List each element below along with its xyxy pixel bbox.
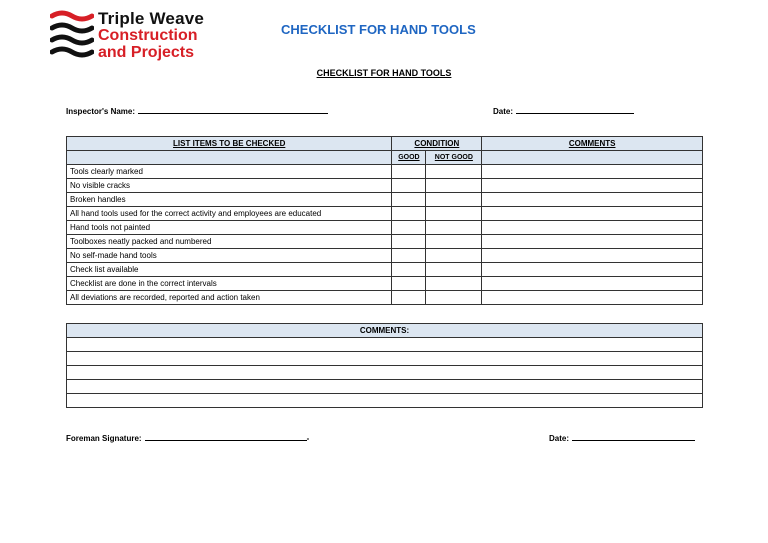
comment-row[interactable] [67,338,703,352]
table-header-row [67,137,703,151]
checklist-row [67,179,703,193]
foreman-signature-line[interactable] [145,432,307,441]
comment-row[interactable] [67,380,703,394]
checklist-row [67,263,703,277]
col-header-condition: CONDITION [392,137,482,151]
weave-logo-icon [50,10,94,62]
date-line-2[interactable] [572,432,695,441]
company-logo [50,10,220,62]
not-good-checkbox-cell[interactable] [426,277,482,291]
item-comment-cell[interactable] [482,179,703,193]
not-good-checkbox-cell[interactable] [426,207,482,221]
item-comment-cell[interactable] [482,277,703,291]
good-checkbox-cell[interactable] [392,263,426,277]
not-good-checkbox-cell[interactable] [426,249,482,263]
comment-cell[interactable] [67,394,703,408]
item-comment-cell[interactable] [482,207,703,221]
inspector-name-label: Inspector's Name: [66,107,136,116]
not-good-checkbox-cell[interactable] [426,221,482,235]
table-subheader-row [67,151,703,165]
checklist-item-label: Tools clearly marked [67,165,392,179]
good-checkbox-cell[interactable] [392,165,426,179]
checklist-row [67,249,703,263]
item-comment-cell[interactable] [482,165,703,179]
logo-line-1: Triple Weave [98,9,205,28]
item-comment-cell[interactable] [482,249,703,263]
checklist-row [67,207,703,221]
comment-cell[interactable] [67,366,703,380]
col-header-items: LIST ITEMS TO BE CHECKED [67,137,392,151]
good-checkbox-cell[interactable] [392,179,426,193]
good-checkbox-cell[interactable] [392,193,426,207]
not-good-checkbox-cell[interactable] [426,179,482,193]
checklist-row [67,193,703,207]
inspector-name-field[interactable] [66,105,328,116]
not-good-checkbox-cell[interactable] [426,165,482,179]
checklist-table [66,136,703,305]
subheader-empty [67,151,392,165]
foreman-signature-field[interactable] [66,432,309,443]
date-field[interactable] [493,105,634,116]
checklist-item-label: No self-made hand tools [67,249,392,263]
item-comment-cell[interactable] [482,291,703,305]
item-comment-cell[interactable] [482,235,703,249]
checklist-item-label: Check list available [67,263,392,277]
header-title: CHECKLIST FOR HAND TOOLS [281,22,476,37]
comment-row[interactable] [67,352,703,366]
checklist-rows [67,165,703,305]
date-line[interactable] [516,105,634,114]
comment-cell[interactable] [67,380,703,394]
col-header-comments: COMMENTS [482,137,703,151]
good-checkbox-cell[interactable] [392,249,426,263]
checklist-item-label: No visible cracks [67,179,392,193]
item-comment-cell[interactable] [482,193,703,207]
checklist-row [67,165,703,179]
not-good-checkbox-cell[interactable] [426,193,482,207]
good-checkbox-cell[interactable] [392,221,426,235]
subheader-good: GOOD [392,151,426,165]
date-field-2[interactable] [549,432,695,443]
comment-row[interactable] [67,366,703,380]
checklist-item-label: All hand tools used for the correct activity and employees are educated [67,207,392,221]
comment-cell[interactable] [67,352,703,366]
date-label-2: Date: [549,434,570,443]
logo-line-3: and Projects [98,44,195,61]
date-label: Date: [493,107,514,116]
good-checkbox-cell[interactable] [392,207,426,221]
subheader-not-good: NOT GOOD [426,151,482,165]
checklist-row [67,235,703,249]
checklist-item-label: Broken handles [67,193,392,207]
checklist-row [67,277,703,291]
not-good-checkbox-cell[interactable] [426,291,482,305]
good-checkbox-cell[interactable] [392,277,426,291]
checklist-row [67,291,703,305]
comment-row[interactable] [67,394,703,408]
logo-text [98,10,204,61]
subheader-empty-comments [482,151,703,165]
checklist-item-label: Hand tools not painted [67,221,392,235]
inspector-name-line[interactable] [138,105,328,114]
item-comment-cell[interactable] [482,221,703,235]
document-title: CHECKLIST FOR HAND TOOLS [316,68,452,78]
foreman-signature-label: Foreman Signature: [66,434,142,443]
good-checkbox-cell[interactable] [392,291,426,305]
not-good-checkbox-cell[interactable] [426,235,482,249]
not-good-checkbox-cell[interactable] [426,263,482,277]
good-checkbox-cell[interactable] [392,235,426,249]
checklist-item-label: Checklist are done in the correct intervals [67,277,392,291]
comments-header-row [67,324,703,338]
checklist-item-label: Toolboxes neatly packed and numbered [67,235,392,249]
comments-table [66,323,703,408]
logo-line-2: Construction [98,27,198,44]
checklist-item-label: All deviations are recorded, reported and action taken [67,291,392,305]
foreman-dash: - [306,434,310,443]
item-comment-cell[interactable] [482,263,703,277]
comment-cell[interactable] [67,338,703,352]
comments-title: COMMENTS: [67,324,703,338]
checklist-row [67,221,703,235]
